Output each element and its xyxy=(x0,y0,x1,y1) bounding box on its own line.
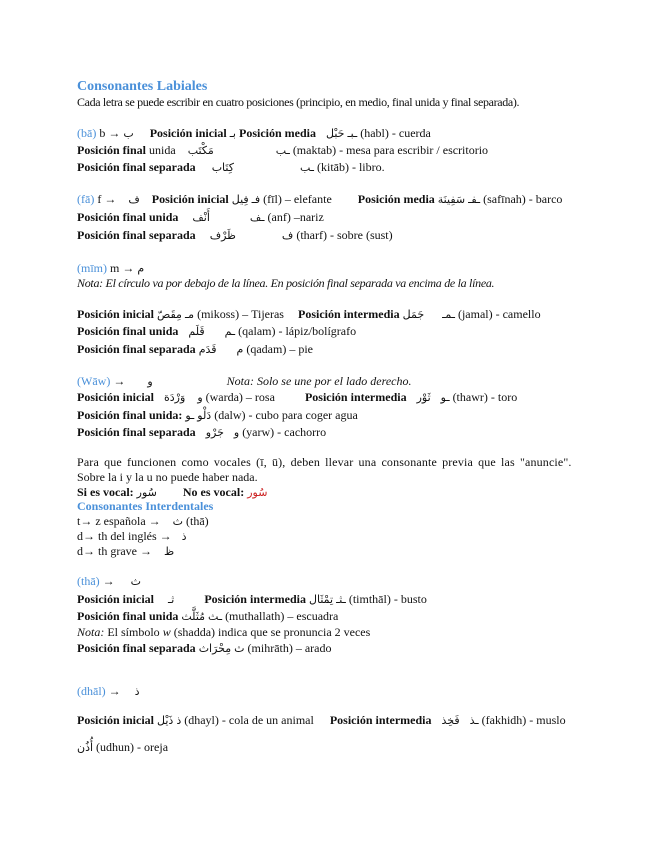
mim-unida-form: ـم xyxy=(224,325,236,338)
vocal-paragraph-1: Para que funcionen como vocales (ī, ū), deben llevar una consonante previa que las "anuncie". xyxy=(77,455,572,469)
fa-label-unida: Posición final unida xyxy=(77,210,179,224)
tha-head-rest: → xyxy=(102,574,115,588)
waw-sep-word: جَرْو xyxy=(205,426,224,439)
inter-l3-letter: ظ xyxy=(163,545,175,558)
tha-label-sep: Posición final separada xyxy=(77,641,196,655)
waw-note: Nota: Solo se une por el lado derecho. xyxy=(226,374,412,388)
dhal-inicial-word: ذَيْل xyxy=(157,714,174,727)
tha-note-line xyxy=(77,625,370,640)
dhal-inicial-gloss: (dhayl) - cola de un animal xyxy=(184,713,314,727)
fa-unida-form: ـف xyxy=(249,211,265,224)
dhal-inter-gloss: (fakhidh) - muslo xyxy=(481,713,566,727)
fa-label-inicial: Posición inicial xyxy=(151,192,229,206)
mim-label-inicial: Posición inicial xyxy=(77,307,155,321)
waw-header-line xyxy=(77,374,411,389)
tha-sep-gloss: (mihrāth) – arado xyxy=(247,641,332,655)
waw-inicial-gloss: (warda) – rosa xyxy=(205,390,275,404)
si-vocal-label: Si es vocal: xyxy=(77,485,134,499)
mim-label-inter: Posición intermedia xyxy=(297,307,400,321)
waw-inter-gloss: (thawr) - toro xyxy=(452,390,518,404)
waw-unida-form: ـو xyxy=(185,409,195,422)
mim-inicial-gloss: (mikoss) – Tijeras xyxy=(197,307,284,321)
ba-header-line xyxy=(77,126,431,141)
waw-sep-gloss: (yarw) - cachorro xyxy=(242,425,327,439)
waw-unida-word: دَلْو xyxy=(197,409,212,422)
dhal-inter-form: ـذ xyxy=(469,714,479,727)
tha-sep-line xyxy=(77,641,332,656)
waw-inicial-word: وَرْدَة xyxy=(164,391,186,404)
tha-letter: ث xyxy=(130,575,142,588)
waw-label-inter: Posición intermedia xyxy=(304,390,407,404)
ba-head-rest: b → xyxy=(99,126,121,140)
dhal-head-rest: → xyxy=(108,684,121,698)
fa-inicial-gloss: (fīl) – elefante xyxy=(263,192,332,206)
mim-sep-gloss: (qadam) – pie xyxy=(246,342,313,356)
inter-l1-text: t→ z española → xyxy=(77,514,161,528)
ba-final-form: ـب xyxy=(275,144,290,157)
tha-note-end: (shadda) indica que se pronuncia 2 veces xyxy=(170,625,371,639)
waw-name: (Wāw) xyxy=(77,374,111,388)
mim-unida-line xyxy=(77,324,356,339)
mim-name: (mīm) xyxy=(77,261,107,275)
waw-letter: و xyxy=(147,375,153,388)
fa-unida-word: أَنْف xyxy=(192,211,210,224)
tha-unida-gloss: (muthallath) – escuadra xyxy=(225,609,339,623)
tha-name: (thā) xyxy=(77,574,100,588)
ba-inicial-form: بـ xyxy=(229,127,236,140)
ba-sep-form: ـب xyxy=(299,161,314,174)
tha-inter-word: تِمْثَال xyxy=(308,593,334,606)
ba-media-gloss: (habl) - cuerda xyxy=(360,126,431,140)
fa-inicial-form: فـ xyxy=(251,193,261,206)
dhal-inicial-line xyxy=(77,713,566,728)
ba-final-extra: unida xyxy=(149,143,176,157)
inter-l3-text: d→ th grave → xyxy=(77,544,152,558)
waw-inter-form: ـو xyxy=(440,391,450,404)
fa-media-form: ـفـ xyxy=(468,193,481,206)
mim-label-unida: Posición final unida xyxy=(77,324,179,338)
fa-media-gloss: (safīnah) - barco xyxy=(483,192,563,206)
dhal-inter-word: فَخِذ xyxy=(441,714,460,727)
tha-unida-word: مُثَلَّث xyxy=(181,610,206,623)
tha-inter-form: ـثـ xyxy=(336,593,346,606)
ba-final-gloss: (maktab) - mesa para escribir / escritorio xyxy=(292,143,489,157)
section-title-labiales: Consonantes Labiales xyxy=(77,79,208,94)
mim-letter: م xyxy=(137,262,145,275)
tha-inicial-line xyxy=(77,592,427,607)
waw-inicial-form: و xyxy=(197,391,203,404)
waw-sep-form: و xyxy=(233,426,240,439)
waw-label-unida: Posición final unida: xyxy=(77,408,183,422)
ba-name: (bā) xyxy=(77,126,97,140)
section-title-interdentales: Consonantes Interdentales xyxy=(77,499,214,513)
dhal-name: (dhāl) xyxy=(77,684,106,698)
vocal-paragraph-2: Sobre la i y la u no puede haber nada. xyxy=(77,470,258,484)
fa-sep-word: ظَرْف xyxy=(209,229,236,242)
mim-inter-word: جَمَل xyxy=(402,308,425,321)
fa-inicial-word: فِيل xyxy=(231,193,249,206)
tha-label-inicial: Posición inicial xyxy=(77,592,155,606)
fa-label-media: Posición media xyxy=(357,192,435,206)
tha-note-text: El símbolo xyxy=(104,625,163,639)
ba-sep-line xyxy=(77,160,385,175)
ba-final-line xyxy=(77,143,488,158)
mim-sep-word: قَدَم xyxy=(198,343,217,356)
fa-header-line xyxy=(77,192,562,207)
ba-label-inicial: Posición inicial xyxy=(149,126,227,140)
tha-sep-form: ث xyxy=(234,642,245,655)
mim-label-sep: Posición final separada xyxy=(77,342,196,356)
ba-sep-gloss: (kitāb) - libro. xyxy=(316,160,385,174)
ba-final-word: مَكْتَب xyxy=(187,144,214,157)
ba-label-sep: Posición final separada xyxy=(77,160,196,174)
ba-media-form: ـبـ xyxy=(347,127,358,140)
mim-note: Nota: El círculo va por debajo de la línea. En posición final separada va encima de la línea. xyxy=(77,276,495,290)
inter-l2-letter: ذ xyxy=(181,530,187,543)
inter-line-1 xyxy=(77,514,209,529)
dhal-label-inter: Posición intermedia xyxy=(329,713,432,727)
ba-sep-word: كِتَاب xyxy=(211,161,234,174)
waw-head-rest: → xyxy=(113,374,126,388)
mim-unida-word: قَلَم xyxy=(188,325,205,338)
fa-label-sep: Posición final separada xyxy=(77,228,196,242)
tha-unida-line xyxy=(77,609,338,624)
dhal-letter: ذ xyxy=(134,685,140,698)
no-vocal-word: سُور xyxy=(247,486,268,499)
mim-inicial-line xyxy=(77,307,541,322)
inter-line-2 xyxy=(77,529,187,544)
inter-l2-text: d→ th del inglés → xyxy=(77,529,172,543)
intro-text: Cada letra se puede escribir en cuatro posiciones (principio, en medio, final unida y final separada). xyxy=(77,95,520,109)
tha-label-inter: Posición intermedia xyxy=(204,592,306,606)
waw-inter-word: ثَوْر xyxy=(416,391,431,404)
dhal-last-gloss: (udhun) - oreja xyxy=(96,740,169,754)
ba-label-final: Posición final xyxy=(77,143,147,157)
tha-label-unida: Posición final unida xyxy=(77,609,179,623)
mim-unida-gloss: (qalam) - lápiz/bolígrafo xyxy=(238,324,357,338)
fa-letter: ف xyxy=(128,193,140,206)
mim-inter-gloss: (jamal) - camello xyxy=(457,307,541,321)
waw-unida-gloss: (dalw) - cubo para coger agua xyxy=(214,408,358,422)
si-vocal-word: سُور xyxy=(136,486,157,499)
dhal-label-inicial: Posición inicial xyxy=(77,713,155,727)
vocal-examples-line xyxy=(77,485,267,500)
fa-sep-form: ف xyxy=(281,229,294,242)
dhal-last-word: أُذُن xyxy=(77,741,94,754)
fa-head-rest: f → xyxy=(97,192,117,206)
dhal-last-line xyxy=(77,740,168,755)
mim-inicial-form: مـ xyxy=(184,308,195,321)
waw-unida-line xyxy=(77,408,358,423)
fa-media-word: سَفِينَة xyxy=(437,193,466,206)
fa-name: (fā) xyxy=(77,192,95,206)
mim-inter-form: ـمـ xyxy=(442,308,455,321)
fa-sep-line xyxy=(77,228,393,243)
no-vocal-label: No es vocal: xyxy=(182,485,245,499)
tha-note-label: Nota: xyxy=(77,625,105,639)
mim-header-line xyxy=(77,261,144,276)
tha-inicial-form: ثـ xyxy=(168,593,175,606)
waw-label-sep: Posición final separada xyxy=(77,425,196,439)
tha-note-w: w xyxy=(162,625,171,639)
mim-sep-form: م xyxy=(236,343,244,356)
inter-l1-name: (thā) xyxy=(186,514,209,528)
ba-label-media: Posición media xyxy=(239,126,316,140)
inter-l1-letter: ث xyxy=(172,515,184,528)
fa-unida-line xyxy=(77,210,324,225)
mim-head-rest: m → xyxy=(110,261,135,275)
dhal-header-line xyxy=(77,684,140,699)
mim-sep-line xyxy=(77,342,313,357)
waw-sep-line xyxy=(77,425,326,440)
mim-inicial-word: مِقَصّ xyxy=(157,308,182,321)
ba-media-word: حَبْل xyxy=(326,127,345,140)
waw-inicial-line xyxy=(77,390,517,405)
tha-inter-gloss: (timthāl) - busto xyxy=(348,592,427,606)
fa-sep-gloss: (tharf) - sobre (sust) xyxy=(296,228,393,242)
fa-unida-gloss: (anf) –nariz xyxy=(267,210,324,224)
tha-sep-word: مِحْرَاث xyxy=(198,642,232,655)
waw-label-inicial: Posición inicial xyxy=(77,390,155,404)
tha-header-line xyxy=(77,574,141,589)
dhal-inicial-form: ذ xyxy=(176,714,182,727)
ba-letter: ب xyxy=(123,127,134,140)
tha-unida-form: ـث xyxy=(208,610,223,623)
inter-line-3 xyxy=(77,544,174,559)
